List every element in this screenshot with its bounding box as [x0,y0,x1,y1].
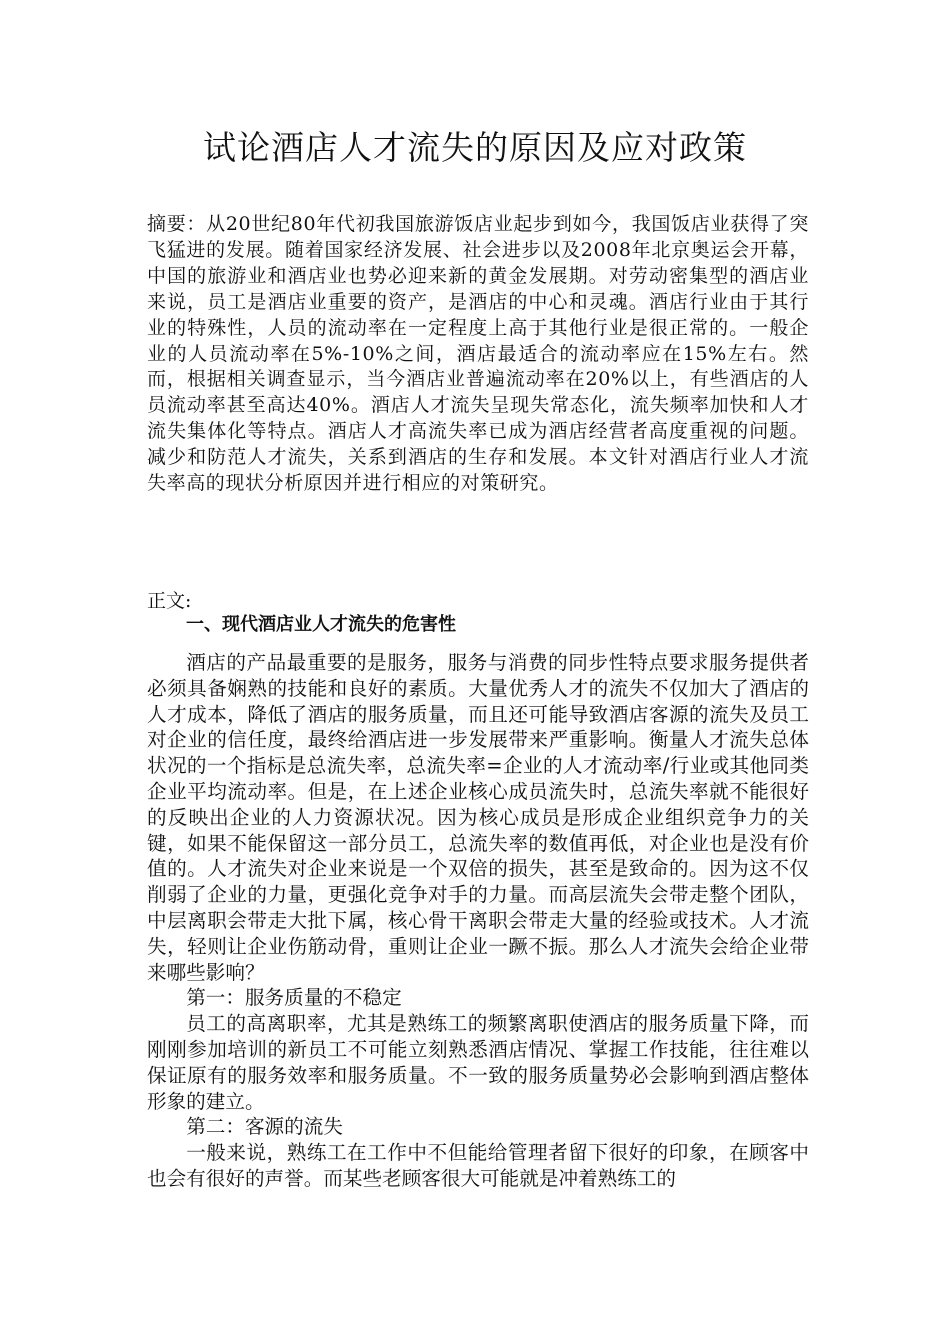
abstract-paragraph: 摘要：从20世纪80年代初我国旅游饭店业起步到如今，我国饭店业获得了突飞猛进的发展。随着国家经济发展、社会进步以及2008年北京奥运会开幕，中国的旅游业和酒店业也势必迎来新的黄金发展期。对劳动密集型的酒店业来说，员工是酒店业重要的资产，是酒店的中心和灵魂。酒店行业由于其行业的特殊性，人员的流动率在一定程度上高于其他行业是很正常的。一般企业的人员流动率在5%-10%之间，酒店最适合的流动率应在15%左右。然而，根据相关调查显示，当今酒店业普遍流动率在20%以上，有些酒店的人员流动率甚至高达40%。酒店人才流失呈现失常态化，流失频率加快和人才流失集体化等特点。酒店人才高流失率已成为酒店经营者高度重视的问题。减少和防范人才流失，关系到酒店的生存和发展。本文针对酒店行业人才流失率高的现状分析原因并进行相应的对策研究。 [147,213,809,495]
subheading-service-quality: 第一：服务质量的不稳定 [186,986,402,1010]
body-paragraph: 一般来说，熟练工在工作中不但能给管理者留下很好的印象，在顾客中也会有很好的声誉。而某些老顾客很大可能就是冲着熟练工的 [147,1141,809,1190]
body-label: 正文: [147,590,192,612]
section-heading: 一、现代酒店业人才流失的危害性 [186,614,456,635]
subheading-customer-loss: 第二：客源的流失 [186,1115,343,1139]
main-text [147,650,809,1192]
body-paragraph: 员工的高离职率，尤其是熟练工的频繁离职使酒店的服务质量下降，而刚刚参加培训的新员工不可能立刻熟悉酒店情况、掌握工作技能，往往难以保证原有的服务效率和服务质量。不一致的服务质量势必会影响到酒店整体形象的建立。 [147,1012,809,1113]
body-paragraph: 酒店的产品最重要的是服务，服务与消费的同步性特点要求服务提供者必须具备娴熟的技能和良好的素质。大量优秀人才的流失不仅加大了酒店的人才成本，降低了酒店的服务质量，而且还可能导致酒店客源的流失及员工对企业的信任度，最终给酒店进一步发展带来严重影响。衡量人才流失总体状况的一个指标是总流失率，总流失率=企业的人才流动率/行业或其他同类企业平均流动率。但是，在上述企业核心成员流失时，总流失率就不能很好的反映出企业的人力资源状况。因为核心成员是形成企业组织竞争力的关键，如果不能保留这一部分员工，总流失率的数值再低，对企业也是没有价值的。人才流失对企业来说是一个双倍的损失，甚至是致命的。因为这不仅削弱了企业的力量，更强化竞争对手的力量。而高层流失会带走整个团队，中层离职会带走大批下属，核心骨干离职会带走大量的经验或技术。人才流失，轻则让企业伤筋动骨，重则让企业一蹶不振。那么人才流失会给企业带来哪些影响？ [147,651,809,984]
document-title: 试论酒店人才流失的原因及应对政策 [203,128,747,167]
